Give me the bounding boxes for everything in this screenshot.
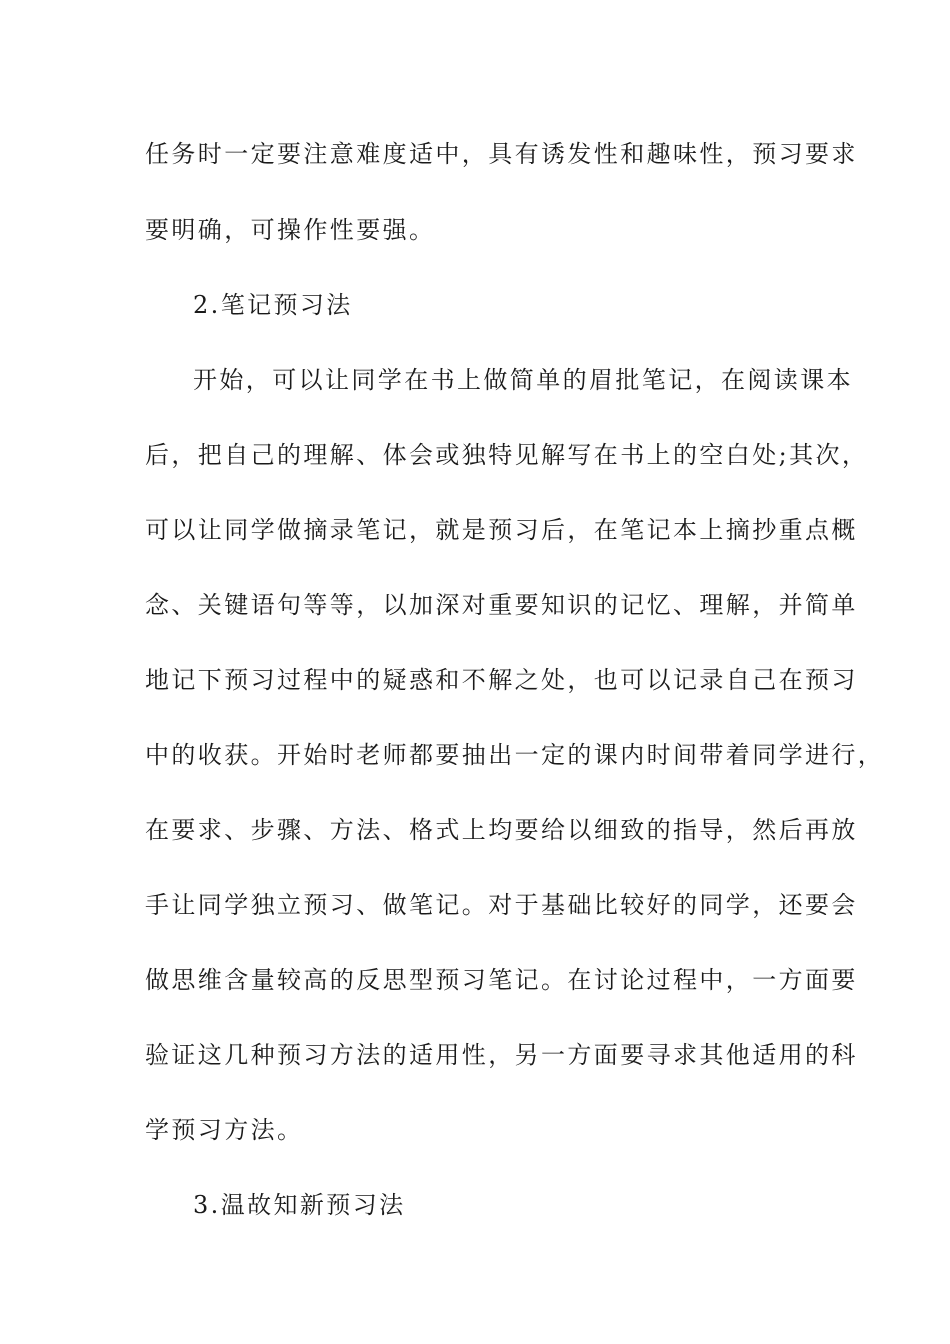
paragraph-line: 要明确，可操作性要强。 — [145, 216, 436, 244]
section-heading-review-method: 3.温故知新预习法 — [193, 1191, 406, 1219]
paragraph-line: 验证这几种预习方法的适用性，另一方面要寻求其他适用的科 — [145, 1041, 858, 1069]
paragraph-line: 念、关键语句等等，以加深对重要知识的记忆、理解，并简单 — [145, 591, 858, 619]
paragraph-line: 学预习方法。 — [145, 1116, 304, 1144]
paragraph-line: 可以让同学做摘录笔记，就是预习后，在笔记本上摘抄重点概 — [145, 516, 858, 544]
paragraph-line: 任务时一定要注意难度适中，具有诱发性和趣味性，预习要求 — [145, 140, 858, 168]
paragraph-line: 中的收获。开始时老师都要抽出一定的课内时间带着同学进行， — [145, 741, 885, 769]
paragraph-line: 地记下预习过程中的疑惑和不解之处，也可以记录自己在预习 — [145, 666, 858, 694]
paragraph-line: 在要求、步骤、方法、格式上均要给以细致的指导，然后再放 — [145, 816, 858, 844]
paragraph-line: 开始，可以让同学在书上做简单的眉批笔记，在阅读课本 — [193, 366, 853, 394]
section-heading-notes-method: 2.笔记预习法 — [193, 291, 353, 319]
paragraph-line: 做思维含量较高的反思型预习笔记。在讨论过程中，一方面要 — [145, 966, 858, 994]
paragraph-line: 手让同学独立预习、做笔记。对于基础比较好的同学，还要会 — [145, 891, 858, 919]
paragraph-line: 后，把自己的理解、体会或独特见解写在书上的空白处;其次， — [145, 441, 869, 469]
